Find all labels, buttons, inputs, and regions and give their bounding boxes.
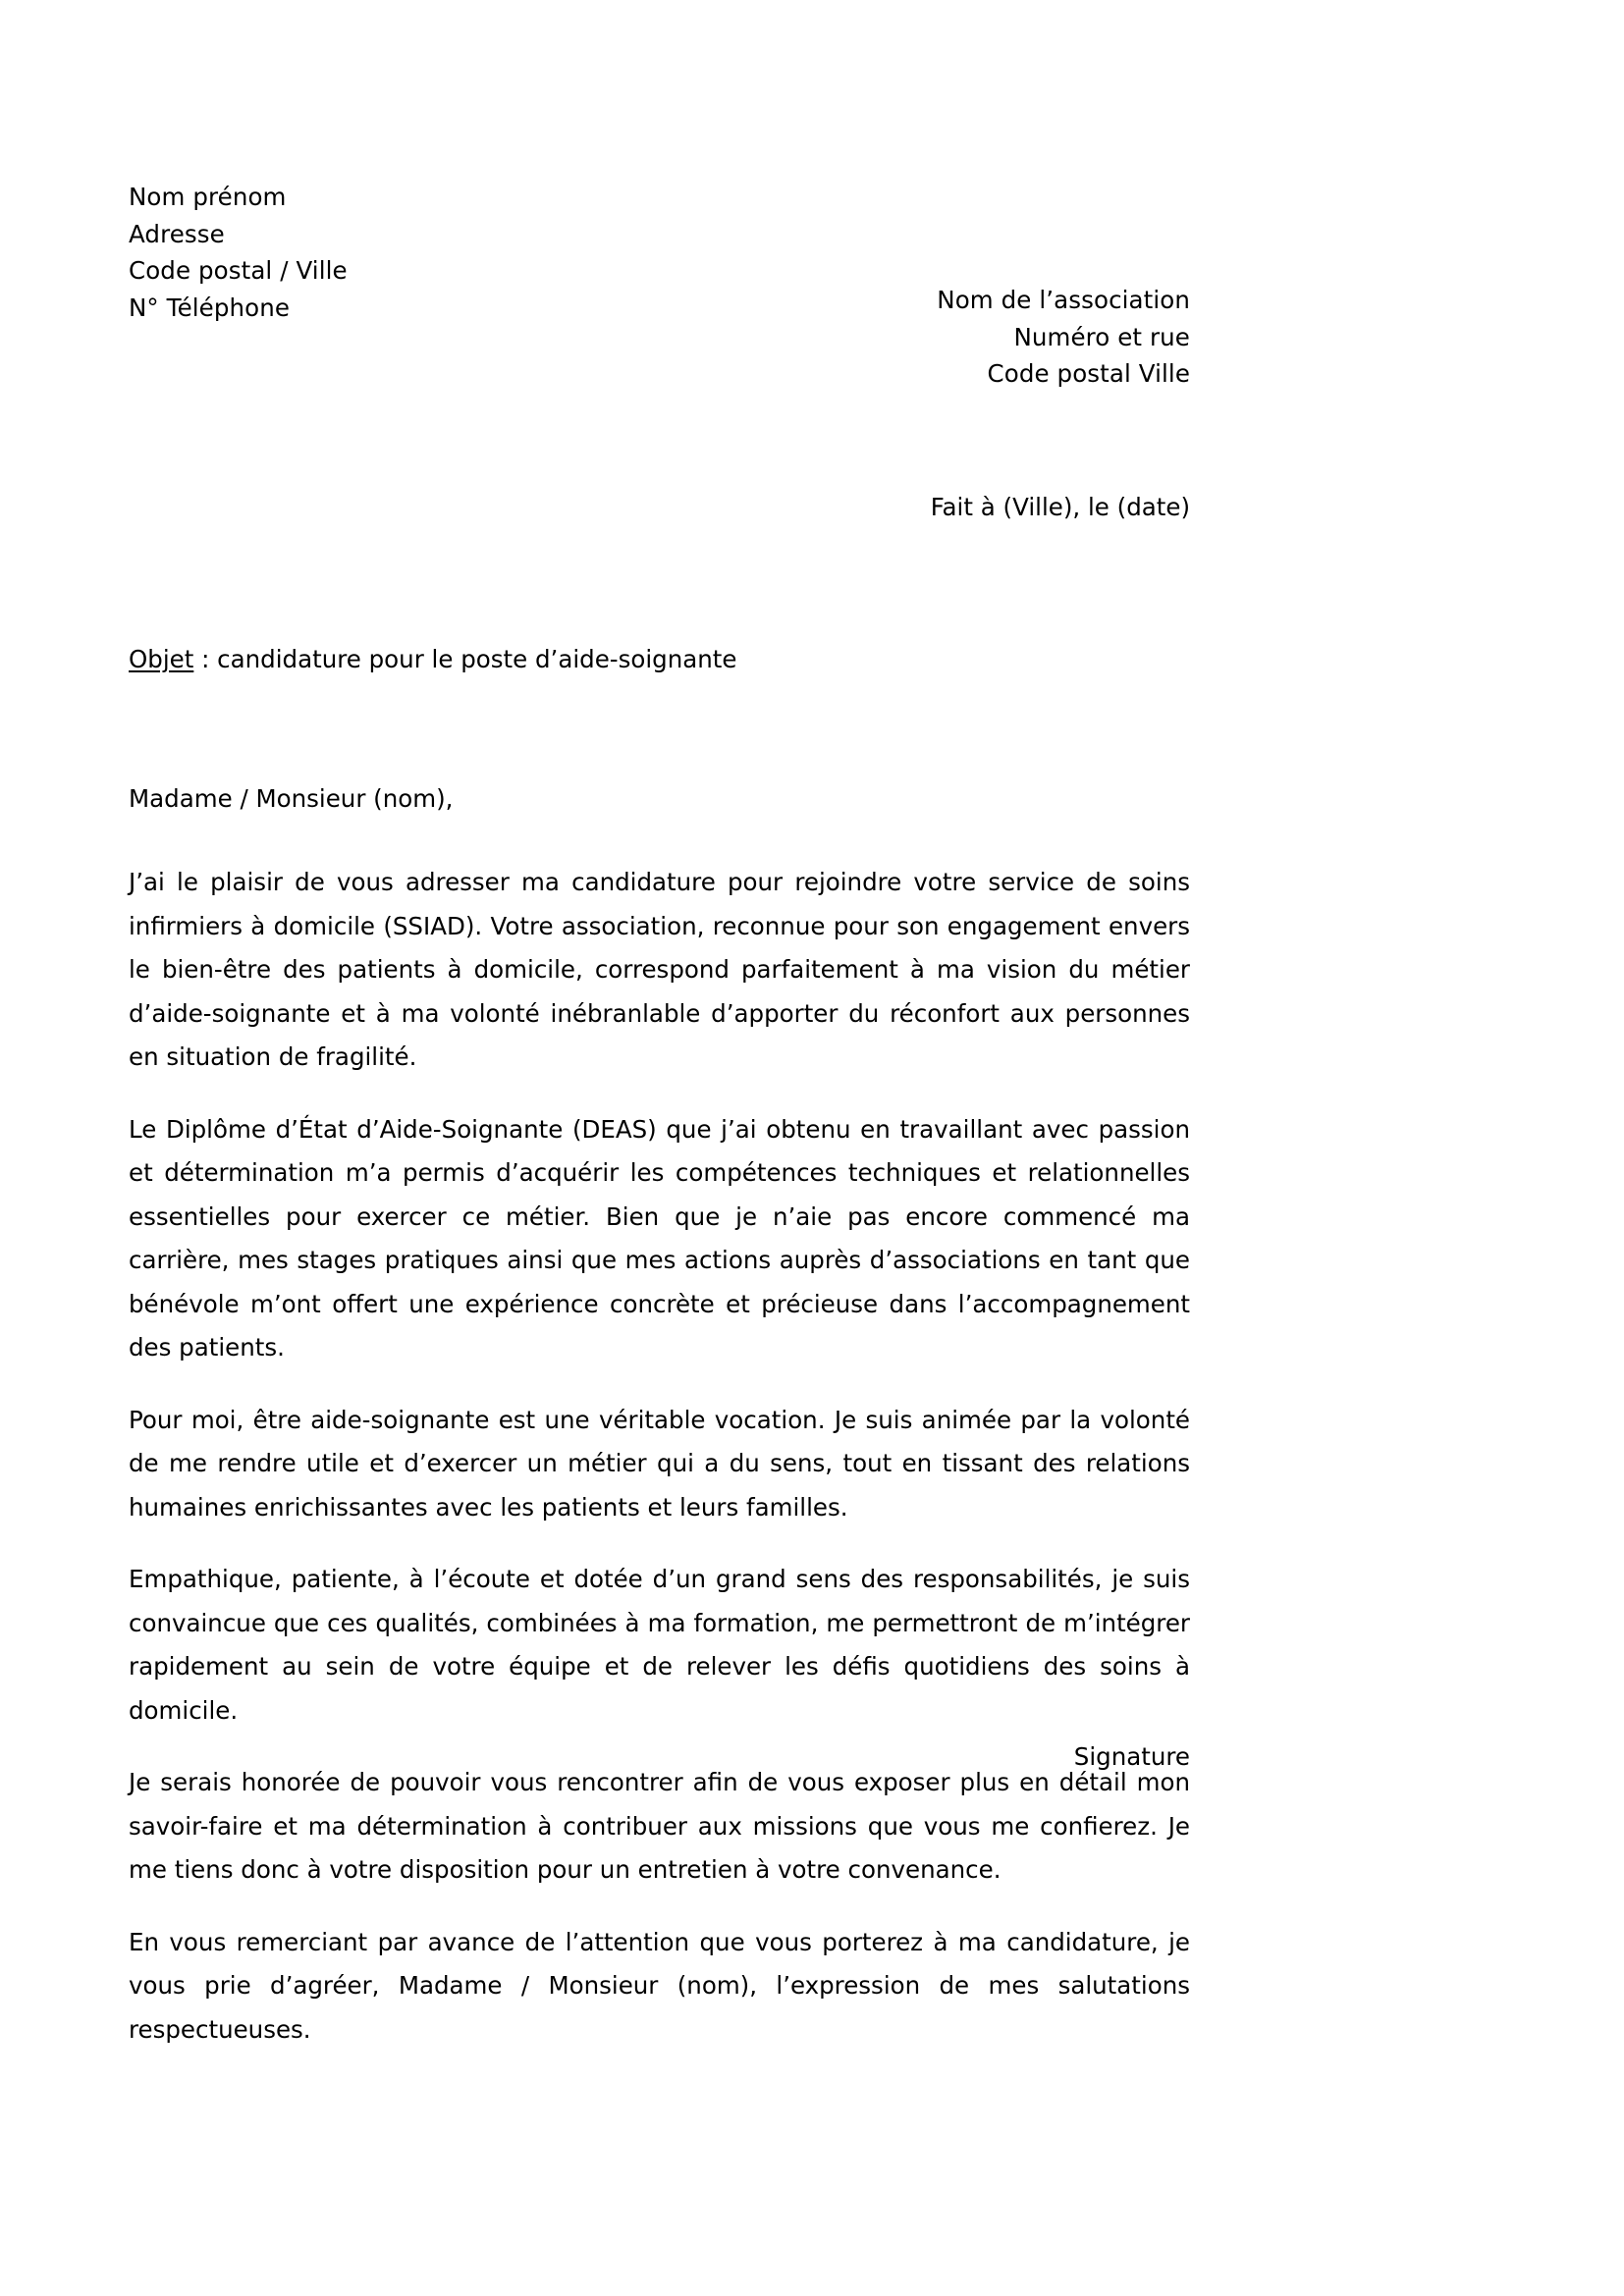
subject-text: : candidature pour le poste d’aide-soignante bbox=[193, 645, 737, 673]
subject-line bbox=[129, 640, 1190, 679]
sender-line-postal-city: Code postal / Ville bbox=[129, 256, 348, 285]
signature-block bbox=[129, 1737, 1190, 1777]
body-paragraph: J’ai le plaisir de vous adresser ma candidature pour rejoindre votre service de soins infirmiers à domicile (SSIAD). Votre association, reconnue pour son engagement envers le bien-être des patients à domicile, correspond parfaitement à ma vision du métier d’aide-soignante et à ma volonté inébranlable d’apporter du réconfort aux personnes en situation de fragilité. bbox=[129, 868, 1190, 1071]
salutation-line bbox=[129, 779, 1190, 819]
sender-line-name: Nom prénom bbox=[129, 183, 287, 211]
body-paragraph: Le Diplôme d’État d’Aide-Soignante (DEAS) que j’ai obtenu en travaillant avec passion et détermination m’a permis d’acquérir les compétences techniques et relationnelles essentielles pour exercer ce métier. Bien que je n’aie pas encore commencé ma carrière, mes stages pratiques ainsi que mes actions auprès d’associations en tant que bénévole m’ont offert une expérience concrète et précieuse dans l’accompagnement des patients. bbox=[129, 1114, 1190, 1362]
salutation-text: Madame / Monsieur (nom), bbox=[129, 784, 454, 813]
sender-line-phone: N° Téléphone bbox=[129, 293, 290, 322]
subject-label: Objet bbox=[129, 645, 194, 673]
body-paragraph: Pour moi, être aide-soignante est une véritable vocation. Je suis animée par la volonté de me rendre utile et d’exercer un métier qui a du sens, tout en tissant des relations humaines enrichissantes avec les patients et leurs familles. bbox=[129, 1405, 1190, 1522]
recipient-line-street: Numéro et rue bbox=[1013, 322, 1190, 351]
recipient-line-postal-city: Code postal Ville bbox=[987, 359, 1190, 388]
recipient-line-organization: Nom de l’association bbox=[937, 286, 1190, 314]
body-paragraph: Empathique, patiente, à l’écoute et dotée d’un grand sens des responsabilités, je suis convaincue que ces qualités, combinées à ma formation, me permettront de m’intégrer rapidement au sein de votre équipe et de relever les défis quotidiens des soins à domicile. bbox=[129, 1565, 1190, 1725]
sender-line-address: Adresse bbox=[129, 219, 225, 248]
date-and-place-line bbox=[129, 488, 1190, 527]
body-paragraph: En vous remerciant par avance de l’attention que vous porterez à ma candidature, je vous prie d’agréer, Madame / Monsieur (nom), l’expression de mes salutations respectueuses. bbox=[129, 1927, 1190, 2044]
date-and-place-text: Fait à (Ville), le (date) bbox=[930, 493, 1190, 521]
signature-text: Signature bbox=[1073, 1742, 1190, 1771]
body-paragraph: Je serais honorée de pouvoir vous rencontrer afin de vous exposer plus en détail mon savoir-faire et ma détermination à contribuer aux missions que vous me confierez. Je me tiens donc à votre disposition pour un entretien à votre convenance. bbox=[129, 1768, 1190, 1884]
recipient-address-block bbox=[129, 282, 1190, 393]
letter-body bbox=[129, 861, 1190, 2052]
